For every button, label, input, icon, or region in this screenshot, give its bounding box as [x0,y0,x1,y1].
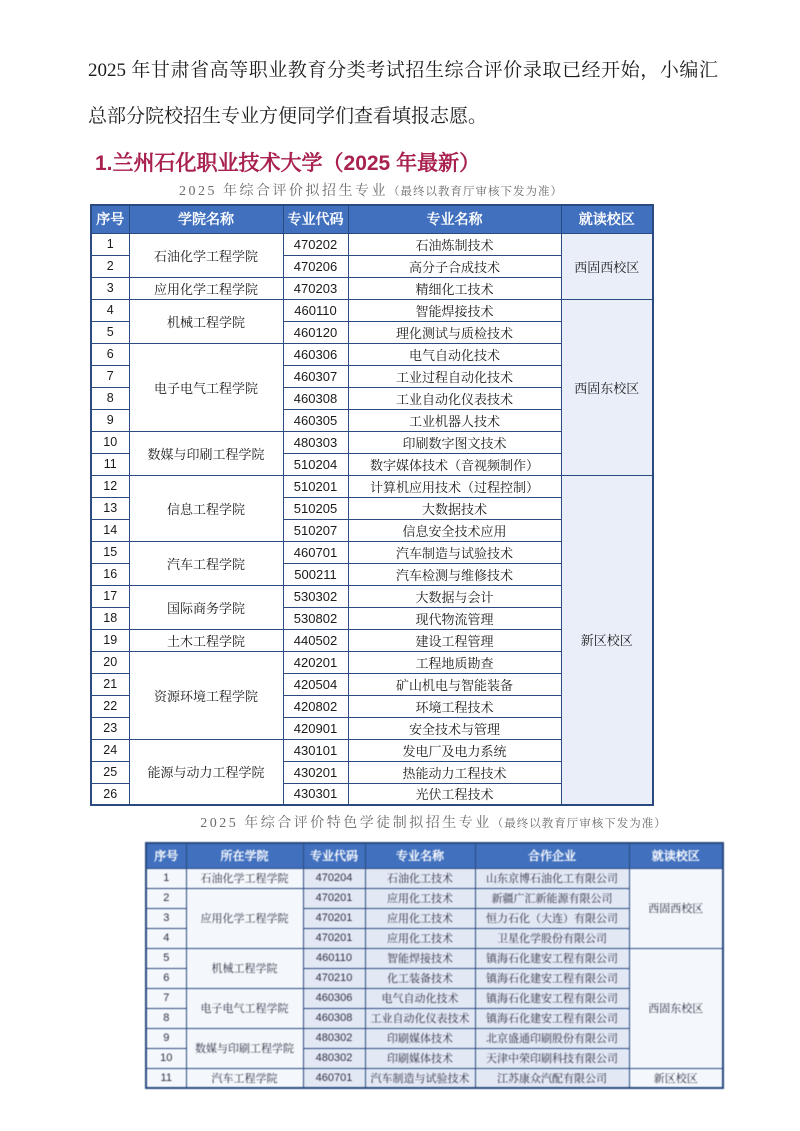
no-cell: 2 [91,255,129,277]
no-cell: 16 [91,563,129,585]
table2-title-main: 2025 年综合评价特色学徒制拟招生专业 [200,816,492,831]
code-cell: 480302 [303,1028,365,1048]
no-cell: 6 [91,343,129,365]
no-cell: 4 [146,928,186,948]
campus-cell: 新区校区 [629,1068,723,1088]
column-header: 就读校区 [561,205,653,233]
major-cell: 应用化工技术 [365,888,475,908]
column-header: 专业代码 [303,843,365,868]
code-cell: 510201 [283,475,348,497]
major-cell: 计算机应用技术（过程控制） [348,475,561,497]
major-cell: 安全技术与管理 [348,717,561,739]
code-cell: 460308 [283,387,348,409]
college-cell: 电子电气工程学院 [129,343,283,431]
no-cell: 9 [146,1028,186,1048]
code-cell: 470204 [303,868,365,888]
no-cell: 17 [91,585,129,607]
no-cell: 9 [91,409,129,431]
table2-title [145,814,722,834]
code-cell: 420504 [283,673,348,695]
code-cell: 420901 [283,717,348,739]
column-header: 专业名称 [365,843,475,868]
college-cell: 能源与动力工程学院 [129,739,283,805]
code-cell: 430201 [283,761,348,783]
major-cell: 应用化工技术 [365,908,475,928]
no-cell: 7 [91,365,129,387]
column-header: 专业代码 [283,205,348,233]
code-cell: 470201 [303,928,365,948]
code-cell: 510205 [283,497,348,519]
college-cell: 机械工程学院 [186,948,303,988]
major-cell: 化工装备技术 [365,968,475,988]
no-cell: 18 [91,607,129,629]
table-row [146,948,723,968]
college-cell: 汽车工程学院 [186,1068,303,1088]
major-cell: 现代物流管理 [348,607,561,629]
major-cell: 光伏工程技术 [348,783,561,805]
column-header: 专业名称 [348,205,561,233]
major-cell: 发电厂及电力系统 [348,739,561,761]
header-row [91,205,653,233]
no-cell: 14 [91,519,129,541]
major-cell: 石油化工技术 [365,868,475,888]
no-cell: 8 [146,1008,186,1028]
company-cell: 镇海石化建安工程有限公司 [475,1008,629,1028]
code-cell: 510204 [283,453,348,475]
company-cell: 山东京博石油化工有限公司 [475,868,629,888]
code-cell: 460701 [283,541,348,563]
college-cell: 资源环境工程学院 [129,651,283,739]
code-cell: 470206 [283,255,348,277]
no-cell: 10 [91,431,129,453]
code-cell: 420802 [283,695,348,717]
no-cell: 1 [91,233,129,255]
apprenticeship-table-wrapper [0,842,800,1089]
code-cell: 430301 [283,783,348,805]
major-cell: 智能焊接技术 [348,299,561,321]
college-cell: 石油化学工程学院 [186,868,303,888]
code-cell: 460306 [303,988,365,1008]
company-cell: 北京盛通印刷股份有限公司 [475,1028,629,1048]
table-row [146,868,723,888]
major-cell: 理化测试与质检技术 [348,321,561,343]
code-cell: 460307 [283,365,348,387]
major-cell: 汽车检测与维修技术 [348,563,561,585]
column-header: 学院名称 [129,205,283,233]
major-cell: 环境工程技术 [348,695,561,717]
column-header: 序号 [146,843,186,868]
no-cell: 15 [91,541,129,563]
code-cell: 480303 [283,431,348,453]
company-cell: 镇海石化建安工程有限公司 [475,948,629,968]
no-cell: 2 [146,888,186,908]
table-row [91,475,653,497]
regular-majors-table [90,204,654,806]
code-cell: 530802 [283,607,348,629]
no-cell: 3 [146,908,186,928]
table-row [91,233,653,255]
major-cell: 智能焊接技术 [365,948,475,968]
table1-title-main: 2025 年综合评价拟招生专业 [179,184,388,199]
major-cell: 大数据与会计 [348,585,561,607]
major-cell: 汽车制造与试验技术 [348,541,561,563]
company-cell: 江苏康众汽配有限公司 [475,1068,629,1088]
major-cell: 应用化工技术 [365,928,475,948]
code-cell: 460120 [283,321,348,343]
no-cell: 12 [91,475,129,497]
intro-paragraph: 2025 年甘肃省高等职业教育分类考试招生综合评价录取已经开始，小编汇总部分院校招生专业方便同学们查看填报志愿。 [88,60,718,127]
campus-cell: 西固西校区 [629,868,723,948]
major-cell: 电气自动化技术 [348,343,561,365]
table2-title-note: （最终以教育厅审核下发为准） [491,818,667,830]
company-cell: 卫星化学股份有限公司 [475,928,629,948]
code-cell: 480302 [303,1048,365,1068]
major-cell: 信息安全技术应用 [348,519,561,541]
no-cell: 25 [91,761,129,783]
table1-title-note: （最终以教育厅审核下发为准） [388,186,563,198]
company-cell: 镇海石化建安工程有限公司 [475,968,629,988]
no-cell: 4 [91,299,129,321]
company-cell: 镇海石化建安工程有限公司 [475,988,629,1008]
major-cell: 高分子合成技术 [348,255,561,277]
code-cell: 530302 [283,585,348,607]
code-cell: 460308 [303,1008,365,1028]
major-cell: 印刷数字图文技术 [348,431,561,453]
column-header: 所在学院 [186,843,303,868]
code-cell: 460110 [303,948,365,968]
major-cell: 印刷媒体技术 [365,1048,475,1068]
college-cell: 应用化学工程学院 [129,277,283,299]
table1-title [90,182,652,202]
major-cell: 数字媒体技术（音视频制作） [348,453,561,475]
no-cell: 10 [146,1048,186,1068]
code-cell: 460306 [283,343,348,365]
major-cell: 建设工程管理 [348,629,561,651]
no-cell: 26 [91,783,129,805]
major-cell: 工业机器人技术 [348,409,561,431]
code-cell: 500211 [283,563,348,585]
no-cell: 20 [91,651,129,673]
college-cell: 汽车工程学院 [129,541,283,585]
major-cell: 大数据技术 [348,497,561,519]
code-cell: 460305 [283,409,348,431]
company-cell: 恒力石化（大连）有限公司 [475,908,629,928]
college-cell: 石油化学工程学院 [129,233,283,277]
major-cell: 矿山机电与智能装备 [348,673,561,695]
code-cell: 470203 [283,277,348,299]
college-cell: 数媒与印刷工程学院 [129,431,283,475]
no-cell: 21 [91,673,129,695]
code-cell: 470201 [303,888,365,908]
no-cell: 11 [91,453,129,475]
code-cell: 470201 [303,908,365,928]
code-cell: 420201 [283,651,348,673]
no-cell: 19 [91,629,129,651]
college-cell: 应用化学工程学院 [186,888,303,948]
section-heading: 1.兰州石化职业技术大学（2025 年最新） [95,152,481,175]
no-cell: 11 [146,1068,186,1088]
college-cell: 国际商务学院 [129,585,283,629]
column-header: 就读校区 [629,843,723,868]
code-cell: 460110 [283,299,348,321]
major-cell: 工业自动化仪表技术 [348,387,561,409]
no-cell: 6 [146,968,186,988]
major-cell: 印刷媒体技术 [365,1028,475,1048]
no-cell: 22 [91,695,129,717]
code-cell: 460701 [303,1068,365,1088]
major-cell: 精细化工技术 [348,277,561,299]
major-cell: 工业过程自动化技术 [348,365,561,387]
code-cell: 510207 [283,519,348,541]
code-cell: 440502 [283,629,348,651]
no-cell: 23 [91,717,129,739]
college-cell: 信息工程学院 [129,475,283,541]
no-cell: 5 [91,321,129,343]
major-cell: 电气自动化技术 [365,988,475,1008]
no-cell: 5 [146,948,186,968]
no-cell: 7 [146,988,186,1008]
code-cell: 470210 [303,968,365,988]
code-cell: 430101 [283,739,348,761]
major-cell: 工程地质勘查 [348,651,561,673]
table-row [91,299,653,321]
campus-cell: 西固西校区 [561,233,653,299]
table-row [146,1068,723,1088]
no-cell: 24 [91,739,129,761]
major-cell: 热能动力工程技术 [348,761,561,783]
college-cell: 机械工程学院 [129,299,283,343]
company-cell: 天津中荣印刷科技有限公司 [475,1048,629,1068]
major-cell: 汽车制造与试验技术 [365,1068,475,1088]
major-cell: 石油炼制技术 [348,233,561,255]
code-cell: 470202 [283,233,348,255]
major-cell: 工业自动化仪表技术 [365,1008,475,1028]
header-row [146,843,723,868]
campus-cell: 西固东校区 [561,299,653,475]
no-cell: 8 [91,387,129,409]
college-cell: 数媒与印刷工程学院 [186,1028,303,1068]
campus-cell: 新区校区 [561,475,653,805]
no-cell: 13 [91,497,129,519]
campus-cell: 西固东校区 [629,948,723,1068]
college-cell: 土木工程学院 [129,629,283,651]
column-header: 合作企业 [475,843,629,868]
college-cell: 电子电气工程学院 [186,988,303,1028]
company-cell: 新疆广汇新能源有限公司 [475,888,629,908]
no-cell: 1 [146,868,186,888]
column-header: 序号 [91,205,129,233]
apprenticeship-majors-table [145,842,724,1089]
no-cell: 3 [91,277,129,299]
